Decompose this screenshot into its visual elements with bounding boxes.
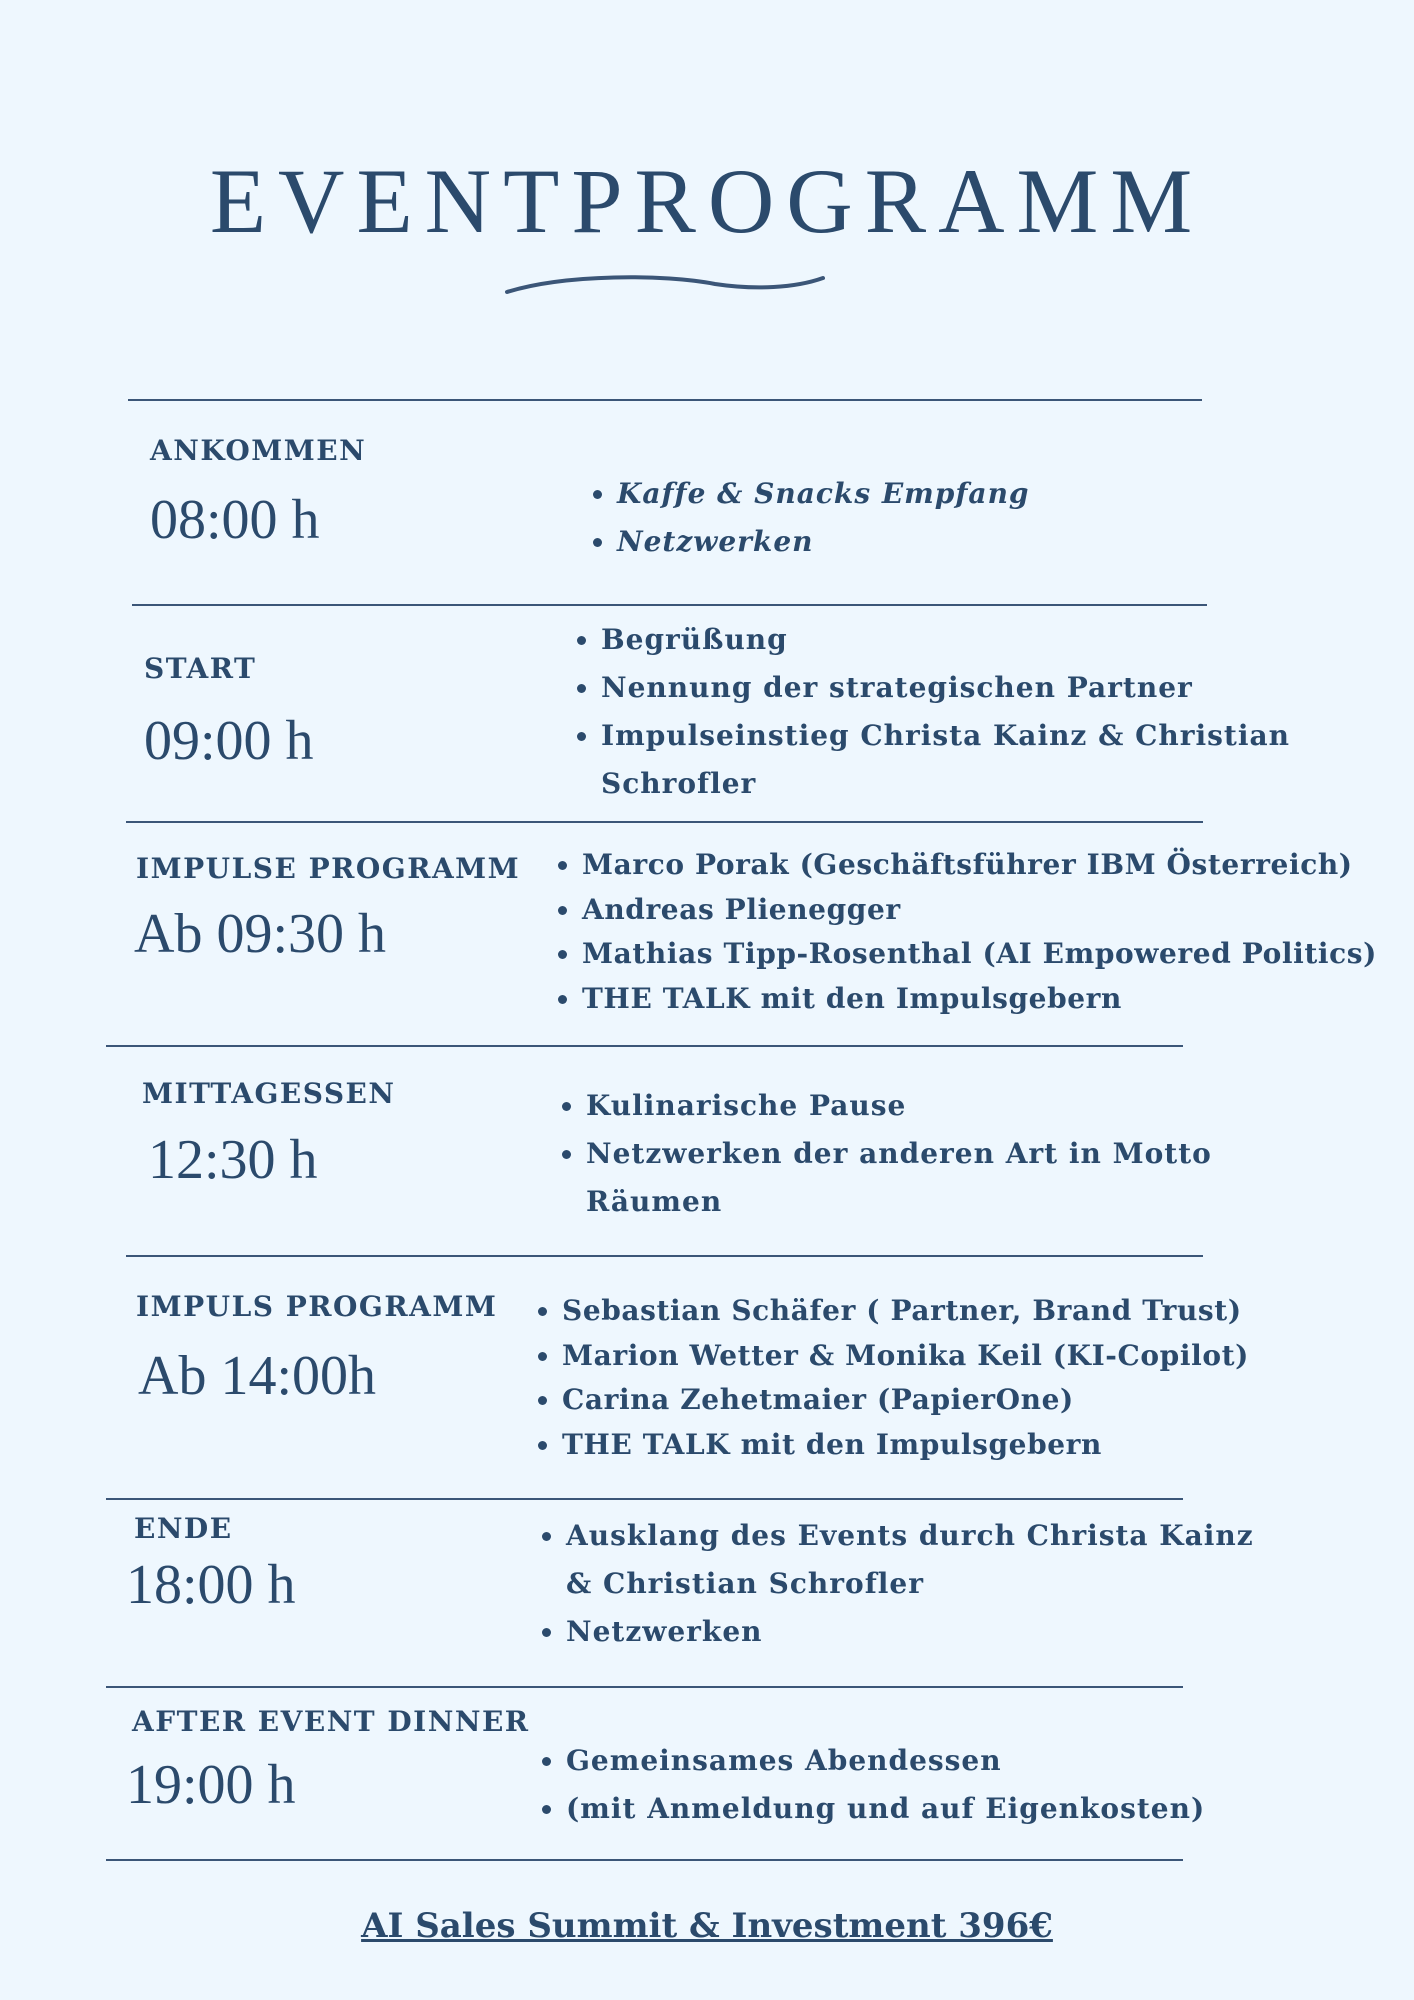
page-title: EVENTPROGRAMM xyxy=(209,150,1205,252)
list-item: • Netzwerken der anderen Art in Motto Räumen xyxy=(586,1130,1266,1226)
list-item: • Kaffe & Snacks Empfang xyxy=(617,470,1030,518)
section-items-ankommen xyxy=(583,470,1030,566)
section-label-impulse-programm: IMPULSE PROGRAMM xyxy=(136,852,521,885)
divider-line xyxy=(106,1686,1183,1688)
section-label-start: START xyxy=(144,652,257,685)
list-item: • Nennung der strategischen Partner xyxy=(601,664,1321,712)
divider-line xyxy=(106,1498,1183,1500)
list-item: • Netzwerken xyxy=(566,1608,1286,1656)
footer-title: AI Sales Summit & Investment 396€ xyxy=(361,1906,1053,1946)
section-items-ende xyxy=(532,1512,1286,1656)
section-time-ankommen: 08:00 h xyxy=(150,489,320,551)
section-label-impuls-programm: IMPULS PROGRAMM xyxy=(136,1290,498,1323)
list-item: • Kulinarische Pause xyxy=(586,1082,1266,1130)
section-time-after-event-dinner: 19:00 h xyxy=(126,1754,296,1816)
section-time-mittagessen: 12:30 h xyxy=(148,1129,318,1191)
section-time-start: 09:00 h xyxy=(144,710,314,772)
divider-line xyxy=(132,604,1207,606)
list-item: • Sebastian Schäfer ( Partner, Brand Trust) xyxy=(562,1289,1282,1334)
list-item: • Marco Porak (Geschäftsführer IBM Österreich) xyxy=(582,843,1414,888)
section-items-impulse-programm xyxy=(548,843,1414,1021)
section-items-after-event-dinner xyxy=(532,1737,1286,1833)
list-item: • THE TALK mit den Impulsgebern xyxy=(582,977,1414,1022)
list-item: • Netzwerken xyxy=(617,518,1030,566)
section-label-ende: ENDE xyxy=(134,1512,233,1545)
wave-ornament xyxy=(505,270,825,300)
list-item: • Begrüßung xyxy=(601,616,1321,664)
list-item: • Carina Zehetmaier (PapierOne) xyxy=(562,1378,1282,1423)
section-items-mittagessen xyxy=(552,1082,1266,1226)
section-label-mittagessen: MITTAGESSEN xyxy=(142,1077,396,1110)
section-items-impuls-programm xyxy=(528,1289,1282,1467)
divider-line xyxy=(106,1045,1183,1047)
divider-line xyxy=(128,399,1202,401)
section-time-ende: 18:00 h xyxy=(126,1554,296,1616)
divider-line xyxy=(126,821,1203,823)
list-item: • Andreas Plienegger xyxy=(582,888,1414,933)
list-item: • (mit Anmeldung und auf Eigenkosten) xyxy=(566,1785,1286,1833)
list-item: • Gemeinsames Abendessen xyxy=(566,1737,1286,1785)
divider-line xyxy=(126,1255,1203,1257)
section-label-ankommen: ANKOMMEN xyxy=(150,434,367,467)
section-label-after-event-dinner: AFTER EVENT DINNER xyxy=(132,1705,530,1738)
divider-line xyxy=(106,1859,1183,1861)
section-time-impulse-programm: Ab 09:30 h xyxy=(134,903,386,965)
list-item: • Marion Wetter & Monika Keil (KI-Copilot) xyxy=(562,1334,1282,1379)
section-items-start xyxy=(567,616,1321,808)
list-item: • Mathias Tipp-Rosenthal (AI Empowered Politics) xyxy=(582,932,1414,977)
list-item: • THE TALK mit den Impulsgebern xyxy=(562,1423,1282,1468)
section-time-impuls-programm: Ab 14:00h xyxy=(138,1345,376,1407)
list-item: • Ausklang des Events durch Christa Kainz & Christian Schrofler xyxy=(566,1512,1286,1608)
list-item: • Impulseinstieg Christa Kainz & Christian Schrofler xyxy=(601,712,1321,808)
